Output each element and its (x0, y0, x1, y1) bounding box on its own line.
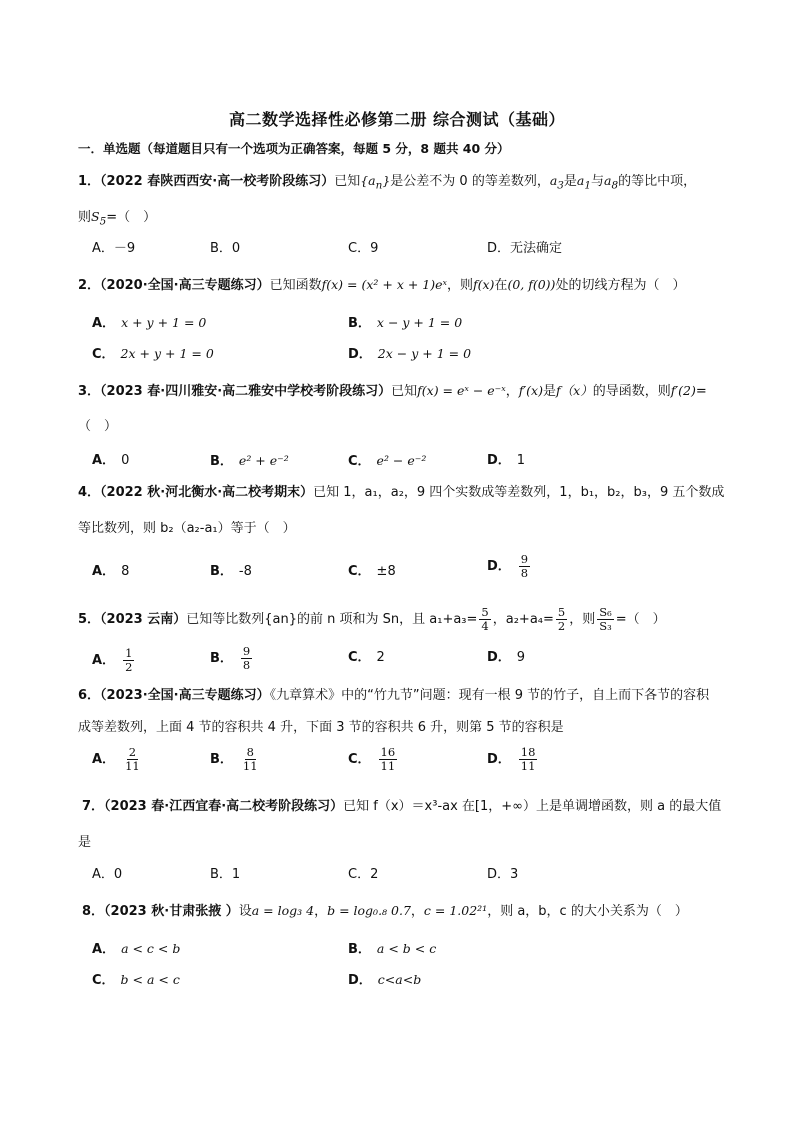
option-c[interactable]: C．2 (348, 867, 379, 882)
question-source: （2022 秋·河北衡水·高二校考期末） (100, 485, 314, 500)
option-d[interactable]: D． 1 (487, 453, 526, 468)
option-a[interactable]: A． a < c < b (92, 941, 181, 957)
option-d[interactable]: D． 2x − y + 1 = 0 (348, 346, 472, 362)
option-d[interactable]: D． $\frac{9}{8}$ (487, 552, 529, 580)
question-4-line-2: 等比数列，则 b₂（a₂-a₁）等于（ ） (78, 521, 296, 536)
fraction: $\frac{9}{8}$ (520, 552, 529, 580)
math-expr: (0, f(0)) (507, 277, 556, 292)
option-a[interactable]: A． 0 (92, 453, 130, 468)
option-c[interactable]: C． 2 (348, 650, 385, 665)
question-3-line-2: （ ） (78, 419, 118, 434)
option-a[interactable]: A．－9 (92, 241, 136, 256)
math-expr: a = log₃ 4 (251, 903, 315, 918)
fraction: $\frac{16}{11}$ (380, 745, 396, 773)
question-text: 是 (563, 174, 577, 189)
math-expr: c = 1.02²¹ (423, 903, 488, 918)
page-title: 高二数学选择性必修第二册 综合测试（基础） (228, 110, 566, 129)
question-1-line-2: 则$S_5=$（ ） (78, 209, 157, 228)
option-c[interactable]: C． ±8 (348, 564, 396, 579)
question-4: 4．（2022 秋·河北衡水·高二校考期末）已知 1，a₁，a₂，9 四个实数成等差数列，1，b₁，b₂，b₃，9 五个数成 (78, 485, 725, 500)
option-b[interactable]: B． a < b < c (348, 941, 437, 957)
math-expr: b = log₀.₈ 0.7 (327, 903, 411, 918)
option-a[interactable]: A． $\frac{2}{11}$ (92, 745, 140, 773)
option-b[interactable]: B． e² + e⁻² (210, 453, 289, 469)
question-7: 7．（2023 春·江西宜春·高二校考阶段练习）已知 f（x）＝x³-ax 在[1，+∞）上是单调增函数，则 a 的最大值 (82, 799, 722, 814)
question-source: （2020·全国·高三专题练习） (100, 278, 270, 293)
option-a[interactable]: A． 8 (92, 564, 130, 579)
option-b[interactable]: B．1 (210, 867, 241, 882)
math-expr: $a_1$ (576, 173, 591, 192)
option-b[interactable]: B． -8 (210, 564, 252, 579)
option-b[interactable]: B． $\frac{8}{11}$ (210, 745, 258, 773)
question-number: 5． (78, 612, 101, 627)
math-expr: f′(x) (518, 383, 543, 398)
question-6-line-2: 成等差数列，上面 4 节的容积共 4 升，下面 3 节的容积共 6 升，则第 5 节的容积是 (78, 720, 564, 735)
math-expr: $a_8$ (604, 173, 619, 192)
option-c[interactable]: C．9 (348, 241, 379, 256)
question-1 (78, 172, 728, 195)
fraction: $\frac{8}{11}$ (242, 745, 258, 773)
section-heading: 一．单选题（每道题目只有一个选项为正确答案，每题 5 分，8 题共 40 分） (78, 141, 510, 156)
question-number: 4． (78, 485, 101, 500)
question-number: 8． (82, 904, 105, 919)
math-expr: $a_3$ (549, 173, 564, 192)
question-number: 3． (78, 384, 101, 399)
question-source: （2023 春·四川雅安·高二雅安中学校考阶段练习） (100, 384, 392, 399)
fraction: $\frac{9}{8}$ (242, 644, 251, 672)
question-text: 的等比中项， (618, 174, 697, 189)
option-a[interactable]: A． $\frac{1}{2}$ (92, 646, 133, 674)
question-source: （2022 春陕西西安·高一校考阶段练习） (100, 174, 335, 189)
option-b[interactable]: B． x − y + 1 = 0 (348, 315, 463, 331)
math-expr: f（x） (556, 383, 593, 398)
option-c[interactable]: C． 2x + y + 1 = 0 (92, 346, 214, 362)
question-number: 6． (78, 688, 101, 703)
question-source: （2023 秋·甘肃张掖 ） (104, 904, 239, 919)
question-3: 3．（2023 春·四川雅安·高二雅安中学校考阶段练习）已知f(x) = eˣ − e⁻ˣ，f′(x)是f（x）的导函数，则f′(2)= (78, 383, 707, 399)
question-7-line-2: 是 (78, 835, 92, 850)
question-2: 2．（2020·全国·高三专题练习）已知函数f(x) = (x² + x + 1)eˣ，则f(x)在(0, f(0))处的切线方程为（ ） (78, 277, 686, 293)
option-c[interactable]: C． $\frac{16}{11}$ (348, 745, 396, 773)
fraction: $\frac{18}{11}$ (520, 745, 536, 773)
math-expr: f′(2) (670, 383, 696, 398)
fraction: $\frac{2}{11}$ (125, 745, 140, 773)
option-d[interactable]: D． c<a<b (348, 972, 422, 988)
fraction: $\frac{\text{S₆}}{\text{S₃}}$ (599, 605, 612, 633)
option-c[interactable]: C． e² − e⁻² (348, 453, 427, 469)
option-d[interactable]: D．3 (487, 867, 519, 882)
question-number: 7． (82, 799, 105, 814)
option-c[interactable]: C． b < a < c (92, 972, 180, 988)
question-5: 5．（2023 云南）已知等比数列{an}的前 n 项和为 Sn，且 a₁+a₃= $\frac{5}{4}$ ，a₂+a₄= $\frac{5}{2}$ ，则 $\frac{\text{S₆}}{\text{S₃}}$ =（ ） (78, 605, 666, 633)
question-number: 1． (78, 174, 101, 189)
fraction: $\frac{5}{2}$ (557, 605, 566, 633)
option-d[interactable]: D． 9 (487, 650, 526, 665)
option-a[interactable]: A．0 (92, 867, 123, 882)
question-8: 8．（2023 秋·甘肃张掖 ）设a = log₃ 4，b = log₀.₈ 0.7，c = 1.02²¹，则 a，b，c 的大小关系为（ ） (82, 903, 688, 919)
math-expr: f(x) (472, 277, 495, 292)
option-d[interactable]: D．无法确定 (487, 241, 563, 256)
question-text: 与 (591, 174, 605, 189)
question-number: 2． (78, 278, 101, 293)
question-text: 已知 (334, 174, 361, 189)
math-expr: $\{a_n\}$ (360, 173, 391, 192)
question-source: （2023 春·江西宜春·高二校考阶段练习） (104, 799, 344, 814)
fraction: $\frac{1}{2}$ (125, 646, 133, 674)
option-a[interactable]: A． x + y + 1 = 0 (92, 315, 207, 331)
question-source: （2023·全国·高三专题练习） (100, 688, 270, 703)
question-text: 是公差不为 0 的等差数列， (390, 174, 550, 189)
question-6: 6．（2023·全国·高三专题练习）《九章算术》中的“竹九节”问题：现有一根 9 节的竹子，自上而下各节的容积 (78, 688, 710, 703)
math-expr: $S_5$ (91, 209, 107, 228)
option-b[interactable]: B．0 (210, 241, 241, 256)
question-source: （2023 云南） (100, 612, 187, 627)
option-d[interactable]: D． $\frac{18}{11}$ (487, 745, 536, 773)
option-b[interactable]: B． $\frac{9}{8}$ (210, 644, 251, 672)
math-expr: f(x) = eˣ − e⁻ˣ (417, 383, 506, 398)
fraction: $\frac{5}{4}$ (481, 605, 489, 633)
math-expr: f(x) = (x² + x + 1)eˣ (321, 277, 447, 292)
